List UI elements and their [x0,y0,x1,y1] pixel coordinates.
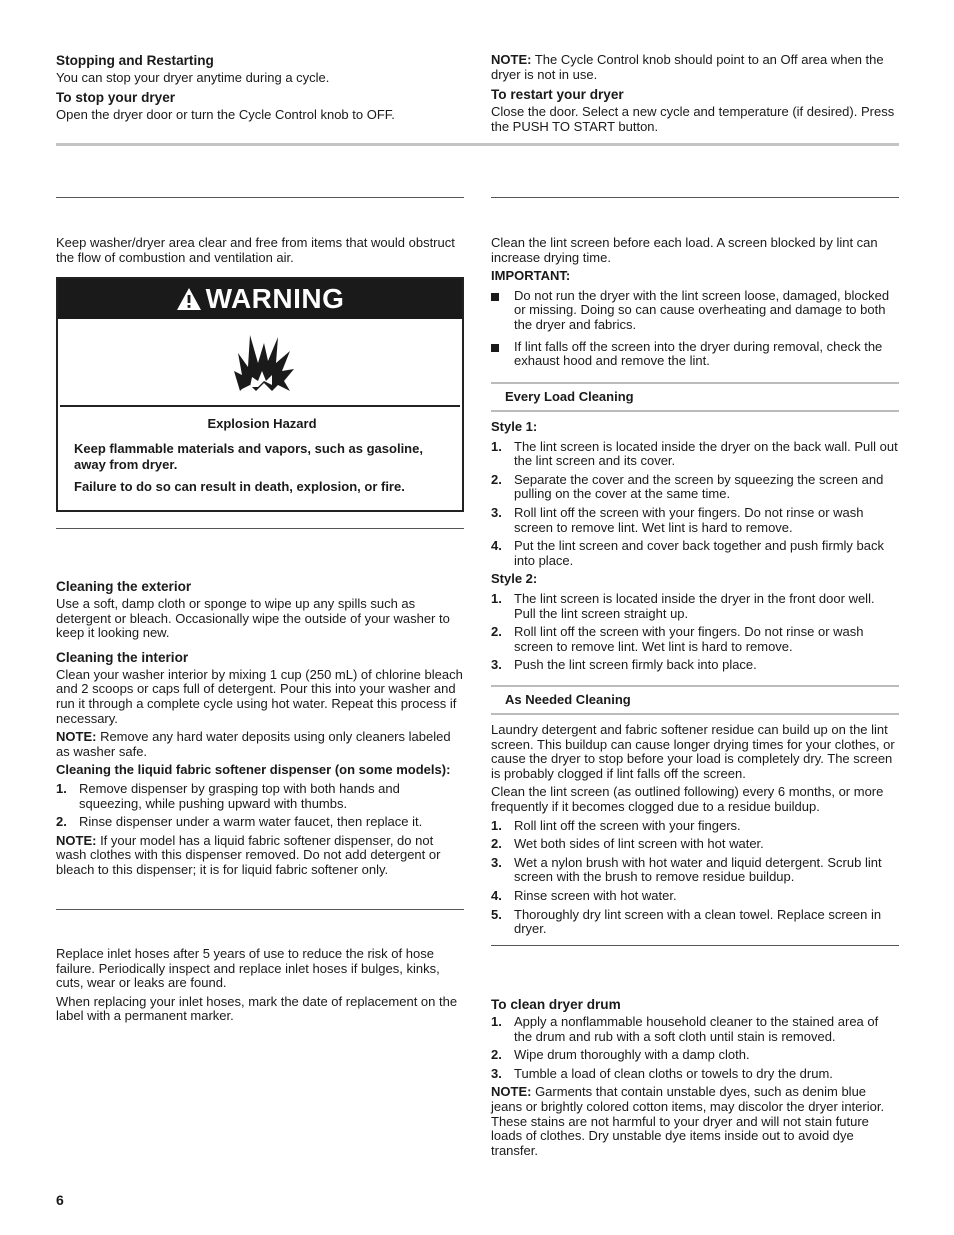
subsection-rule [491,410,899,412]
list-item: 2. Separate the cover and the screen by squeezing the screen and pulling on the cover at the same time. [491,471,884,502]
style-2-label: Style 2: [491,571,538,587]
exterior-heading: Cleaning the exterior [56,579,192,594]
dispenser-heading: Cleaning the liquid fabric softener dispenser (on some models): [56,762,451,778]
right-column-rule [491,197,899,198]
hard-water-note: NOTE: Remove any hard water deposits using only cleaners labeled as washer safe. [56,729,451,759]
stop-dryer-heading: To stop your dryer [56,89,176,105]
warning-title: WARNING [205,283,345,314]
list-item: If lint falls off the screen into the dryer during removal, check the exhaust hood and remove the lint. [491,340,899,369]
subsection-rule [491,713,899,715]
drum-note: NOTE: Garments that contain unstable dyes, such as denim blue jeans or brightly colored cotton items, may discolor the dryer interior. These stains are not harmful to your dryer and will not stain future loads of clothes. Dry unstable dye items inside out to avoid dye transfer. [491,1084,885,1158]
lint-intro: Clean the lint screen before each load. A screen blocked by lint can increase drying time. [491,235,878,265]
restart-dryer-heading: To restart your dryer [491,87,624,103]
right-column-rule [491,945,899,946]
style-1-label: Style 1: [491,419,538,434]
every-load-heading: Every Load Cleaning [505,389,634,404]
list-item: 3. Tumble a load of clean cloths or towels to dry the drum. [491,1065,833,1081]
list-item: 2. Roll lint off the screen with your fingers. Do not rinse or wash screen to remove lint. Wet lint is hard to remove. [491,624,864,654]
as-needed-text-1: Laundry detergent and fabric softener residue can build up on the lint screen. This buildup can cause longer drying times for your clothes, or cause the dryer to stop before your load is completely dry. The screen is probably clogged if lint falls off the screen. [491,722,895,781]
lint-important: IMPORTANT: [491,268,571,284]
warning-header [58,279,462,319]
hoses-section [56,947,464,1024]
list-item: 1. Roll lint off the screen with your fingers. [491,817,741,833]
lint-section [491,236,899,373]
list-item: Do not run the dryer with the lint screen loose, damaged, blocked or missing. Doing so can cause overheating and damage to both the dryer and fabrics. [491,289,899,333]
subsection-rule [491,685,899,687]
interior-heading: Cleaning the interior [56,649,189,665]
left-column-rule [56,528,464,529]
hoses-text-2: When replacing your inlet hoses, mark the date of replacement on the label with a permanent marker. [56,993,458,1024]
warning-icon-area [60,319,460,407]
list-item: 3. Wet a nylon brush with hot water and liquid detergent. Scrub lint screen with the brush to remove residue buildup. [491,854,882,885]
as-needed-section [491,723,899,941]
exterior-text: Use a soft, damp cloth or sponge to wipe up any spills such as detergent or bleach. Occasionally wipe the outside of your washer to keep it looking new. [56,596,450,641]
restart-section [491,53,899,134]
stopping-text: You can stop your dryer anytime during a cycle. [56,70,330,85]
style-2-steps [491,592,899,673]
page-number: 6 [56,1192,64,1208]
dispenser-note: NOTE: If your model has a liquid fabric softener dispenser, do not wash clothes with this dispenser removed. Do not add detergent or bleach to this dispenser; it is for liquid fabric softener only. [56,832,441,877]
drum-steps [491,1015,899,1081]
as-needed-heading: As Needed Cleaning [505,692,631,707]
warning-line-1: Keep flammable materials and vapors, such as gasoline, away from dryer. [74,440,423,472]
as-needed-steps [491,819,899,937]
interior-text: Clean your washer interior by mixing 1 cup (250 mL) of chlorine bleach and 2 scoops or caps full of detergent. Pour this into your washer and run it through a complete cycle using hot water. Repeat this process if necessary. [56,666,463,726]
warning-text [74,417,450,494]
dispenser-steps [56,782,464,830]
warning-triangle-icon [176,287,202,311]
list-item: 1. Apply a nonflammable household cleaner to the stained area of the drum and rub with a soft cloth until stain is removed. [491,1014,879,1044]
knob-note: NOTE: The Cycle Control knob should point to an Off area when the dryer is not in use. [491,52,884,82]
stopping-section [56,53,464,122]
style-1-steps [491,440,899,569]
list-item: 4. Rinse screen with hot water. [491,887,677,903]
subsection-rule [491,382,899,384]
restart-dryer-text: Close the door. Select a new cycle and temperature (if desired). Press the PUSH TO START button. [491,104,895,134]
drum-heading: To clean dryer drum [491,997,621,1012]
list-item: 5. Thoroughly dry lint screen with a clean towel. Replace screen in dryer. [491,906,882,937]
list-item: 2. Wipe drum thoroughly with a damp cloth. [491,1047,750,1063]
explosion-icon [228,331,298,393]
list-item: 2. Wet both sides of lint screen with hot water. [491,836,764,852]
as-needed-text-2: Clean the lint screen (as outlined following) every 6 months, or more frequently if it becomes clogged due to a residue buildup. [491,784,884,814]
list-item: 4. Put the lint screen and cover back together and push firmly back into place. [491,538,884,568]
warning-line-2: Failure to do so can result in death, explosion, or fire. [74,478,405,494]
list-item: 3. Roll lint off the screen with your fingers. Do not rinse or wash screen to remove lint. Wet lint is hard to remove. [491,504,864,535]
hoses-text-1: Replace inlet hoses after 5 years of use to reduce the risk of hose failure. Periodically inspect and replace inlet hoses if bulges, kinks, cuts, wear or leaks are found. [56,946,440,991]
warning-hazard: Explosion Hazard [207,416,317,431]
list-item: 1. The lint screen is located inside the dryer on the back wall. Pull out the lint screen and its cover. [491,438,898,469]
list-item: 1. Remove dispenser by grasping top with both hands and squeezing, while pushing upward with thumbs. [56,780,400,811]
stop-dryer-text: Open the dryer door or turn the Cycle Control knob to OFF. [56,106,395,122]
warning-box [56,277,464,512]
left-column-rule [56,909,464,910]
list-item: 2. Rinse dispenser under a warm water faucet, then replace it. [56,814,423,830]
list-item: 1. The lint screen is located inside the dryer in the front door well. Pull the lint screen straight up. [491,590,875,621]
washer-cleaning-section [56,579,464,878]
left-column-rule [56,197,464,198]
area-clear-text: Keep washer/dryer area clear and free from items that would obstruct the flow of combustion and ventilation air. [56,235,455,265]
section-divider [56,143,899,146]
stopping-heading: Stopping and Restarting [56,53,214,68]
drum-section [491,997,899,1158]
lint-bullets [491,289,899,369]
every-load-section [491,420,899,677]
list-item: 3. Push the lint screen firmly back into place. [491,657,757,673]
